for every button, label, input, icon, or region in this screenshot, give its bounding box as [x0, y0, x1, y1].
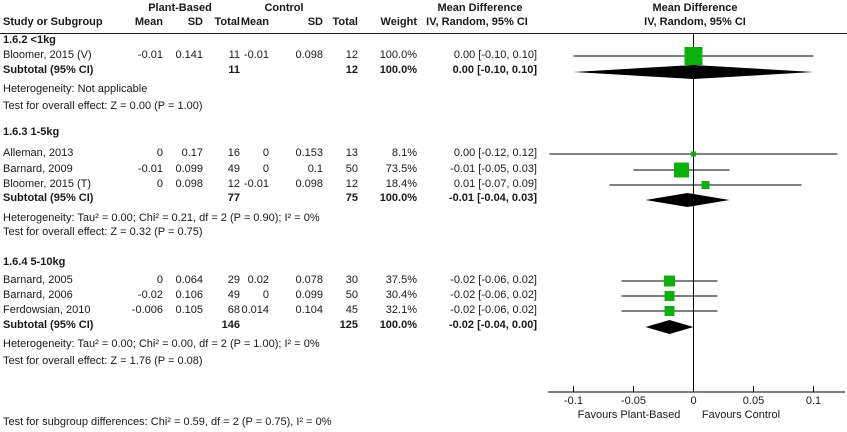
plant-sd: 0.099: [175, 163, 203, 175]
overall-effect-text: Test for overall effect: Z = 1.76 (P = 0.08): [3, 355, 203, 367]
subgroup-differences-text: Test for subgroup differences: Chi² = 0.59, df = 2 (P = 0.75), I² = 0%: [3, 416, 332, 428]
plant-mean: [118, 192, 163, 205]
subtotal-row: [0, 64, 537, 77]
heterogeneity-text: Heterogeneity: Not applicable: [3, 83, 148, 95]
study-name: Bloomer, 2015 (V): [3, 49, 92, 61]
weight-value: 32.1%: [385, 304, 417, 316]
control-sd: 0.098: [295, 178, 323, 190]
ci-text: 0.00 [-0.10, 0.10]: [453, 49, 537, 61]
subtotal-diamond: [574, 65, 814, 79]
overall-effect-text: Test for overall effect: Z = 0.32 (P = 0.75): [3, 226, 203, 238]
mean-difference-column-title: Mean Difference: [437, 2, 523, 14]
plant-mean: 0: [156, 147, 163, 159]
header-rule: [0, 33, 847, 34]
plant-mean: [118, 64, 163, 77]
control-total: 12: [345, 64, 358, 76]
plant-total: 49: [227, 163, 240, 175]
plant-total: 49: [227, 289, 240, 301]
plant-sd: 0.064: [175, 274, 203, 286]
ci-text: -0.02 [-0.06, 0.02]: [450, 304, 537, 316]
ci-text: -0.02 [-0.06, 0.02]: [450, 289, 537, 301]
effect-square: [665, 291, 675, 301]
study-name: Ferdowsian, 2010: [3, 304, 91, 316]
plant-mean: 0: [156, 274, 163, 286]
control-sd: [269, 64, 323, 77]
subgroup-label: 1.6.2 <1kg: [3, 34, 56, 46]
mean-difference-column-subtitle: IV, Random, 95% CI: [426, 16, 528, 28]
study-row: [0, 274, 537, 287]
control-total: 30: [345, 274, 358, 286]
effect-square: [702, 181, 710, 189]
axis-tick-label: -0.1: [564, 395, 583, 407]
control-sd: [269, 192, 323, 205]
control-mean: [240, 319, 269, 332]
study-row: [0, 49, 537, 62]
control-group-header: Control: [264, 2, 304, 14]
control-sd: 0.098: [295, 49, 323, 61]
mean-difference-plot-subtitle: IV, Random, 95% CI: [644, 16, 746, 28]
column-header-total-control: Total: [332, 16, 358, 28]
control-mean: -0.01: [243, 178, 269, 190]
subtotal-diamond: [646, 193, 730, 207]
column-header-weight: Weight: [380, 16, 417, 28]
study-row: [0, 147, 537, 160]
control-mean: 0: [262, 289, 269, 301]
effect-square: [664, 306, 674, 316]
control-total: 12: [345, 178, 358, 190]
plant-total: 146: [221, 319, 240, 331]
subtotal-label: Subtotal (95% CI): [3, 64, 94, 76]
control-mean: 0.02: [247, 274, 269, 286]
control-sd: 0.078: [295, 274, 323, 286]
column-header-mean-control: Mean: [240, 16, 269, 28]
plant-total: 77: [227, 192, 240, 204]
weight-value: 30.4%: [385, 289, 417, 301]
subtotal-label: Subtotal (95% CI): [3, 192, 94, 204]
study-row: [0, 304, 537, 317]
plant-sd: 0.098: [175, 178, 203, 190]
study-name: Bloomer, 2015 (T): [3, 178, 92, 190]
effect-square: [664, 275, 675, 286]
study-name: Barnard, 2005: [3, 274, 73, 286]
weight-value: 100.0%: [379, 192, 417, 204]
ci-text: -0.02 [-0.06, 0.02]: [450, 274, 537, 286]
control-mean: 0.014: [241, 304, 269, 316]
heterogeneity-text: Heterogeneity: Tau² = 0.00; Chi² = 0.21, df = 2 (P = 0.90); I² = 0%: [3, 212, 320, 224]
control-total: 50: [345, 289, 358, 301]
ci-text: -0.02 [-0.04, 0.00]: [448, 319, 537, 331]
control-mean: -0.01: [243, 49, 269, 61]
column-header-row: [0, 16, 537, 29]
subgroup-label: 1.6.4 5-10kg: [3, 256, 66, 268]
ci-text: 0.00 [-0.10, 0.10]: [452, 64, 537, 76]
plant-sd: 0.17: [181, 147, 203, 159]
column-header-sd-control: SD: [307, 16, 323, 28]
weight-value: 100.0%: [379, 319, 417, 331]
column-header-mean-plant: Mean: [134, 16, 163, 28]
plant-sd: [163, 319, 203, 332]
weight-value: 100.0%: [379, 64, 417, 76]
favours-control-label: Favours Control: [701, 409, 781, 421]
weight-value: 18.4%: [385, 178, 417, 190]
study-row: [0, 289, 537, 302]
ci-text: 0.00 [-0.12, 0.12]: [453, 147, 537, 159]
control-sd: 0.104: [295, 304, 323, 316]
plant-sd: 0.106: [175, 289, 203, 301]
plant-sd: [163, 192, 203, 205]
heterogeneity-text: Heterogeneity: Tau² = 0.00; Chi² = 0.00, df = 2 (P = 1.00); I² = 0%: [3, 338, 320, 350]
control-total: 75: [345, 192, 358, 204]
plant-based-group-header: Plant-Based: [148, 2, 212, 14]
control-mean: [240, 64, 269, 77]
weight-value: 73.5%: [385, 163, 417, 175]
axis-tick-label: -0.05: [620, 395, 647, 407]
ci-text: -0.01 [-0.04, 0.03]: [448, 192, 537, 204]
axis-tick-label: 0.1: [805, 395, 822, 407]
study-name: Barnard, 2006: [3, 289, 73, 301]
control-sd: 0.1: [307, 163, 323, 175]
favours-plant-based-label: Favours Plant-Based: [577, 409, 681, 421]
control-mean: [240, 192, 269, 205]
control-mean: 0: [262, 163, 269, 175]
plant-total: 68: [227, 304, 240, 316]
control-mean: 0: [262, 147, 269, 159]
study-row: [0, 163, 537, 176]
plant-total: 11: [228, 49, 240, 61]
subtotal-diamond: [646, 320, 694, 334]
plant-sd: 0.141: [175, 49, 203, 61]
plant-mean: -0.02: [137, 289, 163, 301]
plant-mean: -0.01: [137, 163, 163, 175]
weight-value: 8.1%: [391, 147, 417, 159]
mean-difference-plot-title: Mean Difference: [652, 2, 738, 14]
effect-square: [691, 151, 696, 156]
subtotal-label: Subtotal (95% CI): [3, 319, 94, 331]
control-total: 12: [345, 49, 358, 61]
control-sd: [269, 319, 323, 332]
column-header-study: Study or Subgroup: [3, 16, 103, 28]
overall-effect-text: Test for overall effect: Z = 0.00 (P = 1.00): [3, 100, 203, 112]
control-total: 50: [345, 163, 358, 175]
control-total: 45: [345, 304, 358, 316]
effect-square: [685, 47, 703, 65]
column-header-total-plant: Total: [214, 16, 240, 28]
ci-text: -0.01 [-0.05, 0.03]: [450, 163, 537, 175]
control-total: 125: [339, 319, 358, 331]
plant-total: 12: [227, 178, 240, 190]
control-sd: 0.099: [295, 289, 323, 301]
study-row: [0, 178, 537, 191]
weight-value: 37.5%: [385, 274, 417, 286]
axis-tick-label: 0.05: [742, 395, 765, 407]
column-header-sd-plant: SD: [187, 16, 203, 28]
control-sd: 0.153: [295, 147, 323, 159]
study-name: Alleman, 2013: [3, 147, 74, 159]
ci-text: 0.01 [-0.07, 0.09]: [453, 178, 537, 190]
plant-mean: [118, 319, 163, 332]
plant-total: 29: [227, 274, 240, 286]
plant-mean: -0.01: [137, 49, 163, 61]
study-name: Barnard, 2009: [3, 163, 73, 175]
plant-mean: 0: [156, 178, 163, 190]
plant-total: 16: [227, 147, 240, 159]
weight-value: 100.0%: [379, 49, 417, 61]
effect-square: [674, 162, 689, 177]
control-total: 13: [345, 147, 358, 159]
subgroup-label: 1.6.3 1-5kg: [3, 126, 60, 138]
axis-tick-label: 0: [690, 395, 697, 407]
plant-sd: [163, 64, 203, 77]
subtotal-row: [0, 319, 537, 332]
plant-sd: 0.105: [175, 304, 203, 316]
plant-mean: -0.006: [131, 304, 163, 316]
subtotal-row: [0, 192, 537, 205]
plant-total: 11: [228, 64, 240, 76]
